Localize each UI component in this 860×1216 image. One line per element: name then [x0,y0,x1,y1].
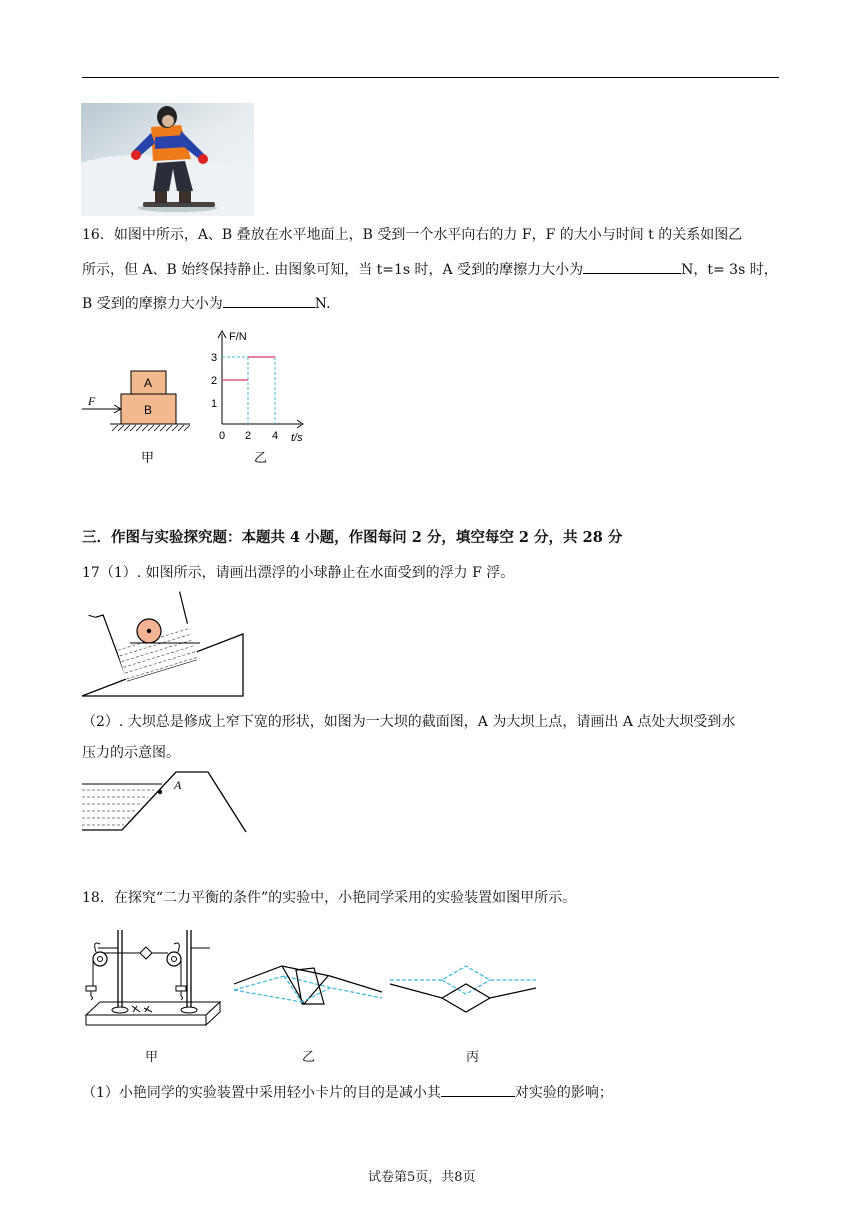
q17-part2-line1: （2）. 大坝总是修成上窄下宽的形状，如图为一大坝的截面图，A 为大坝上点，请画出 A 点处大坝受到水 [82,714,736,730]
q16-figure-yi-graph [205,328,315,468]
q18-sub1-text: （1）小艳同学的实验装置中采用轻小卡片的目的是减小其 [82,1085,441,1101]
caption-yi-18: 乙 [302,1050,316,1065]
q17-beaker-figure [82,590,247,700]
q16-line2-text: 所示，但 A、B 始终保持静止. 由图象可知，当 t=1s 时，A 受到的摩擦力大小为 [82,262,584,278]
q16-blank-1[interactable] [583,259,681,274]
caption-yi: 乙 [254,451,268,466]
xtick-4: 4 [272,430,279,442]
block-b-label: B [144,403,153,417]
graph-xlabel: t/s [291,432,303,444]
q17-part1-text: 17（1）. 如图所示，请画出漂浮的小球静止在水面受到的浮力 F 浮。 [82,565,515,581]
q18-sub1-tail: 对实验的影响； [514,1085,613,1101]
ytick-1: 1 [211,398,218,410]
dam-point-a: A [174,778,182,792]
q18-sub1 [82,1082,613,1103]
force-f-label: F [88,394,96,408]
q18-line1: 18．在探究“二力平衡的条件”的实验中，小艳同学采用的实验装置如图甲所示。 [82,890,577,906]
q18-blank-1[interactable] [441,1082,515,1097]
q17-part2-line2: 压力的示意图。 [82,745,180,761]
section3-heading: 三．作图与实验探究题：本题共 4 小题，作图每问 2 分，填空每空 2 分，共 28 分 [82,529,623,546]
graph-ylabel: F/N [229,331,247,343]
xtick-0: 0 [219,430,226,442]
q18-figure-yi [232,960,384,1020]
ytick-2: 2 [211,375,218,387]
snowboarder-photo [81,103,254,216]
caption-bing-18: 丙 [466,1050,480,1065]
block-a-label: A [144,376,153,390]
q16-line2 [82,259,778,280]
q18-figure-jia-apparatus [82,922,227,1032]
q16-line3-text: B 受到的摩擦力大小为 [82,296,223,312]
q16-line2-tail: N，t= 3s 时， [681,262,778,278]
ytick-3: 3 [211,352,218,364]
header-rule [82,77,779,78]
page-footer: 试卷第5页，共8页 [368,1170,476,1185]
q17-dam-figure [82,770,252,835]
q18-figure-bing [390,960,538,1020]
caption-jia-18: 甲 [145,1050,159,1065]
caption-jia: 甲 [141,451,155,466]
q16-line3 [82,293,331,314]
xtick-2: 2 [245,430,252,442]
q16-blank-2[interactable] [223,293,315,308]
q16-line1: 16．如图中所示，A、B 叠放在水平地面上，B 受到一个水平向右的力 F，F 的大小与时间 t 的关系如图乙 [82,227,743,243]
q16-line3-tail: N. [314,296,331,312]
q16-figure-jia [82,365,192,475]
